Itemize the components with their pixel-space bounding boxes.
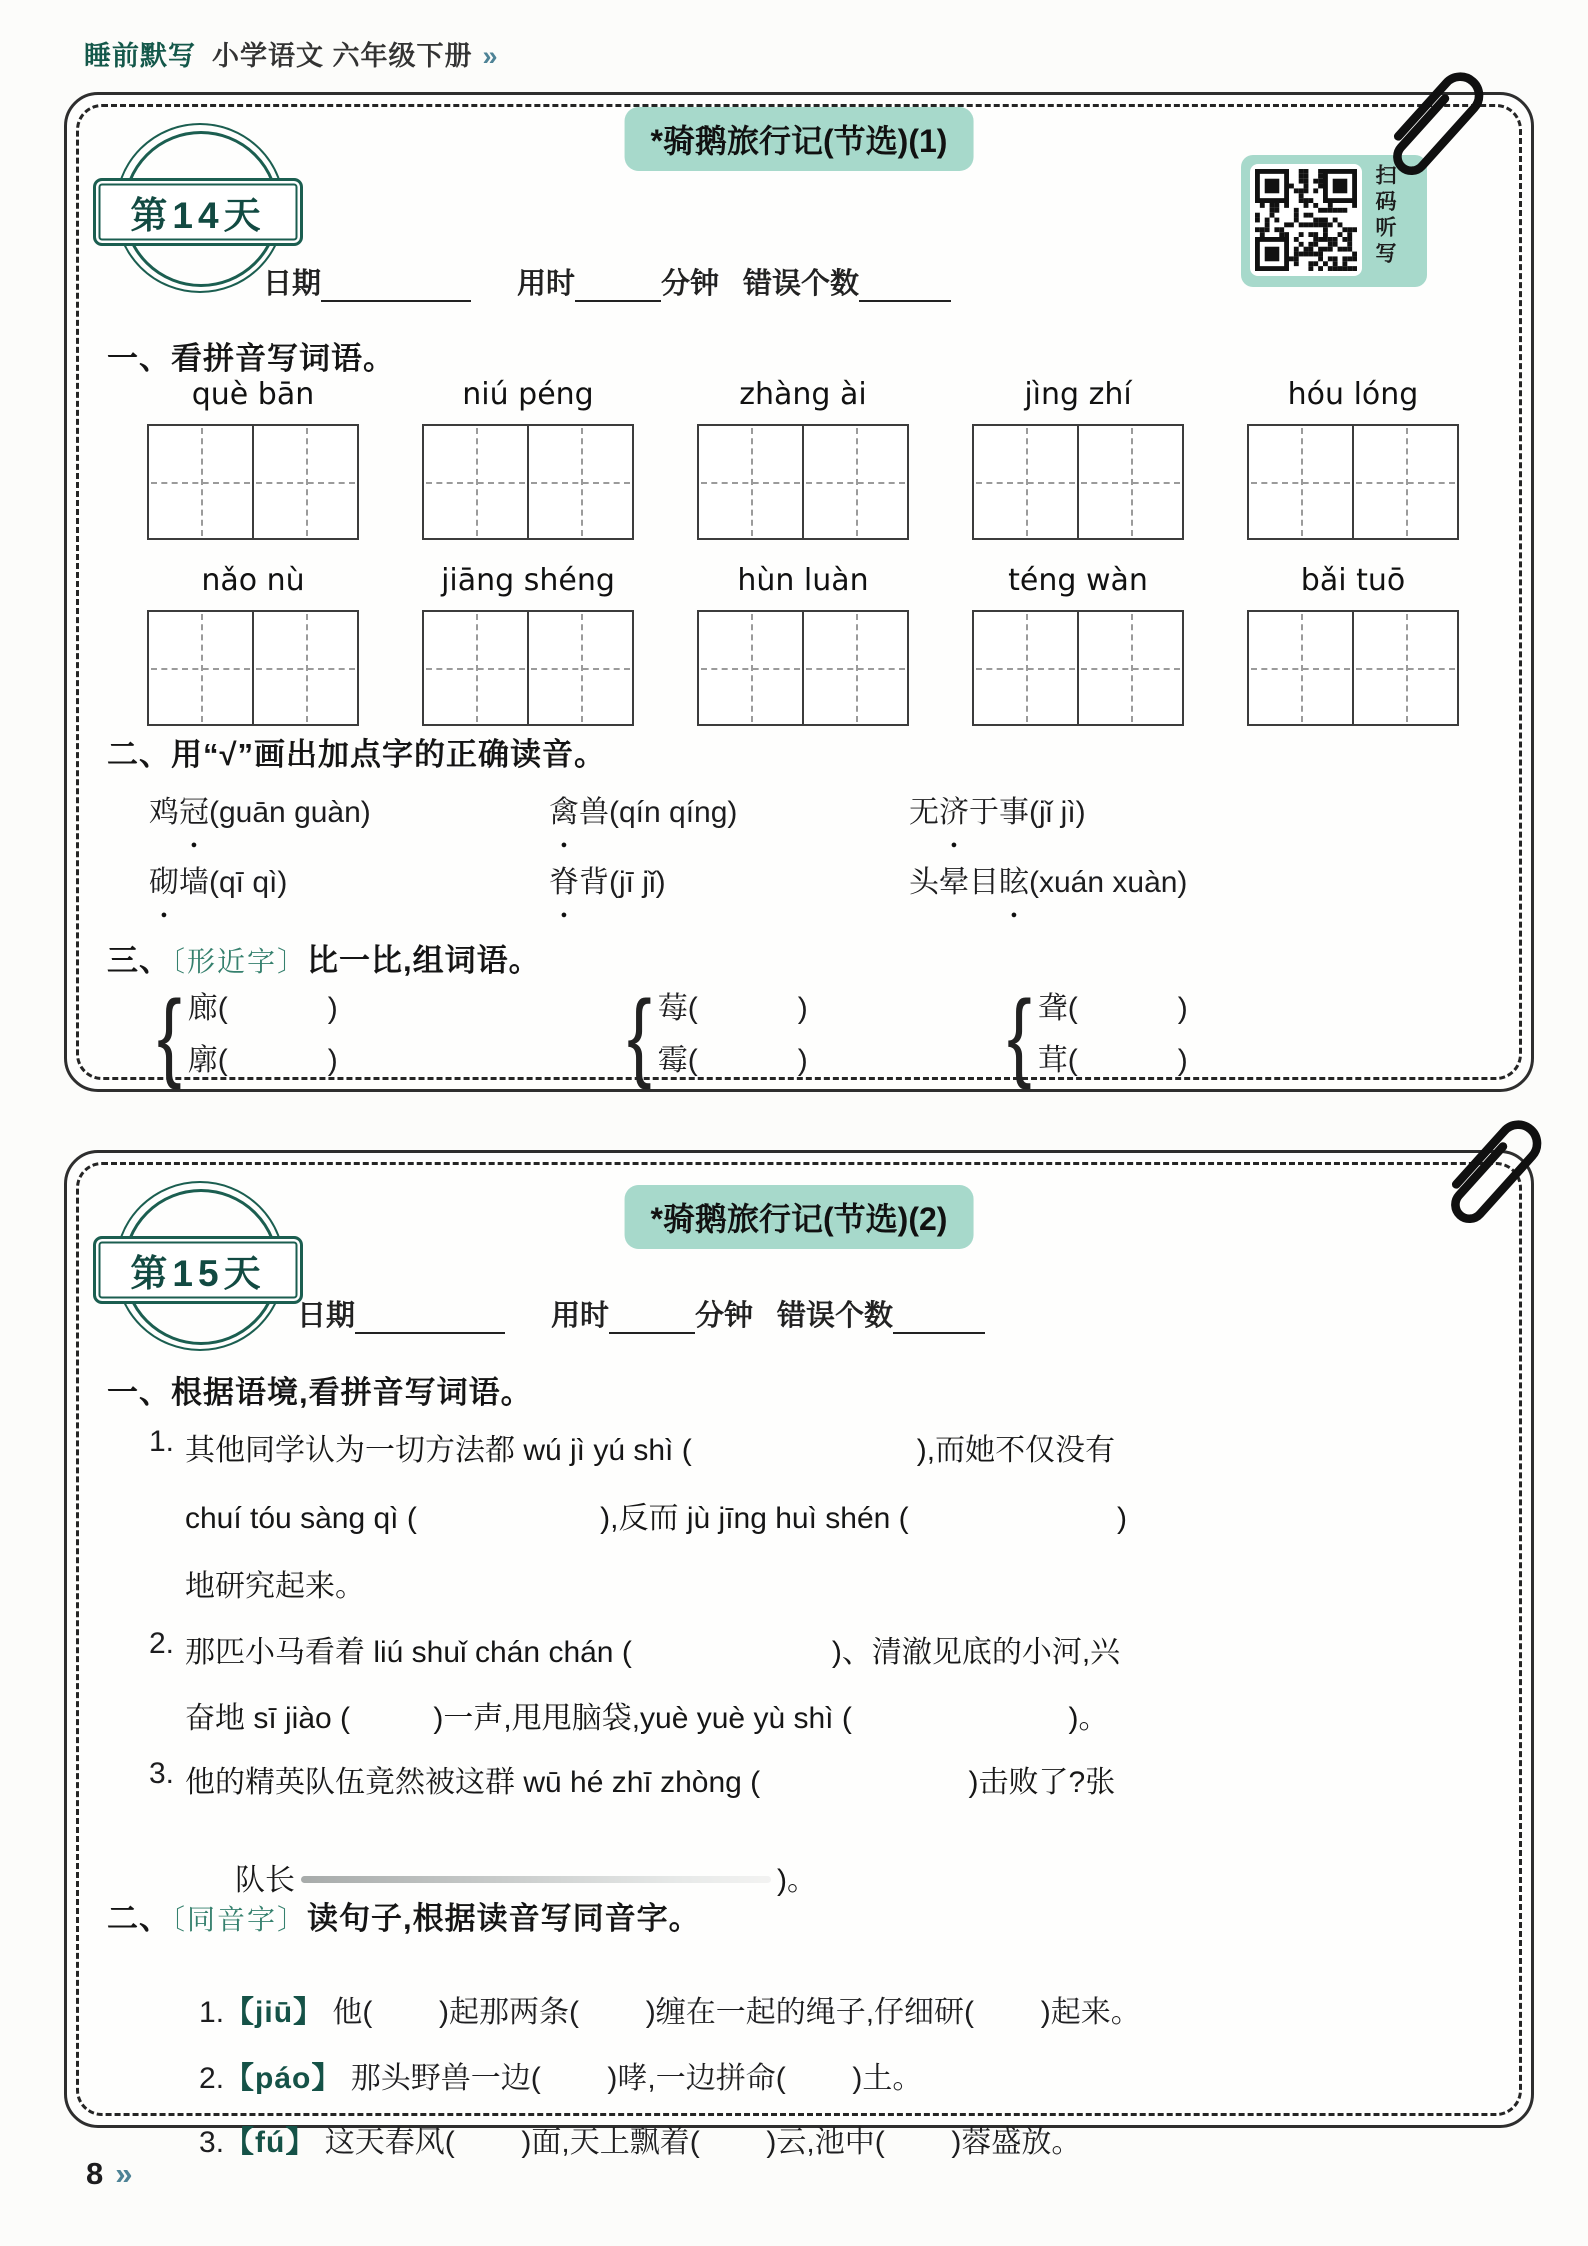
minutes-label: 分钟 bbox=[661, 268, 720, 300]
writing-grid bbox=[147, 610, 359, 726]
word-group bbox=[697, 563, 909, 726]
pinyin-label: niú péng bbox=[462, 377, 594, 412]
item-number: 3. bbox=[149, 1757, 175, 1790]
dotted-char: 砌 ● bbox=[149, 857, 179, 901]
section1-heading: 一、看拼音写词语。 bbox=[107, 341, 395, 376]
word-group bbox=[697, 377, 909, 540]
meta-row bbox=[263, 261, 951, 302]
sentence-line: 队长 )。 bbox=[235, 1864, 818, 1897]
writing-grid bbox=[422, 610, 634, 726]
lesson-title: *骑鹅旅行记(节选)(2) bbox=[625, 1185, 974, 1249]
day14-panel bbox=[64, 92, 1534, 1092]
compare-pairs-row bbox=[153, 980, 1471, 1090]
pinyin-bracket-label: 【jiū】 bbox=[224, 1996, 325, 2029]
pinyin-label: hùn luàn bbox=[737, 563, 869, 598]
item-number: 2. bbox=[199, 2062, 225, 2095]
item-number: 2. bbox=[149, 1627, 175, 1660]
writing-grid bbox=[697, 610, 909, 726]
date-label: 日期 bbox=[263, 268, 322, 300]
dotted-char: 脊 ● bbox=[549, 857, 579, 901]
sentence-text: 那头野兽一边( )哮,一边拼命( )土。 bbox=[342, 2062, 923, 2095]
word-group bbox=[1247, 563, 1459, 726]
date-blank bbox=[355, 1299, 505, 1334]
footer-chevrons-icon: » bbox=[115, 2156, 133, 2191]
sentence-line: chuí tóu sàng qì ( ),反而 jù jīng huì shén ( ) bbox=[185, 1502, 1128, 1535]
writing-grid bbox=[1247, 424, 1459, 540]
item-number: 1. bbox=[199, 1996, 225, 2029]
dotted-char: 冠 ● bbox=[179, 787, 209, 831]
writing-grid bbox=[972, 610, 1184, 726]
meta-row bbox=[297, 1293, 985, 1334]
sentence-line: 其他同学认为一切方法都 wú jì yú shì ( ),而她不仅没有 bbox=[185, 1434, 1116, 1467]
header-chevrons-icon: » bbox=[482, 41, 499, 71]
pinyin-bracket-label: 【fú】 bbox=[224, 2126, 317, 2159]
pinyin-label: bǎi tuō bbox=[1300, 563, 1406, 598]
day-badge-label: 第15天 bbox=[93, 1236, 303, 1304]
date-label: 日期 bbox=[297, 1300, 356, 1332]
pinyin-label: zhàng ài bbox=[739, 377, 867, 412]
reading-item: 头晕目眩 ●(xuán xuàn) bbox=[909, 857, 1187, 901]
time-blank bbox=[609, 1299, 695, 1334]
reading-choice-row1 bbox=[149, 787, 1471, 831]
pinyin-label: jiāng shéng bbox=[441, 563, 615, 598]
pinyin-label: nǎo nù bbox=[201, 563, 305, 598]
sentence-line: 奋地 sī jiào ( )一声,甩甩脑袋,yuè yuè yù shì ( )。 bbox=[185, 1702, 1109, 1735]
page-footer bbox=[86, 2156, 133, 2192]
paperclip-icon bbox=[1397, 1083, 1581, 1269]
writing-grid bbox=[422, 424, 634, 540]
qr-caption: 扫码听写 bbox=[1373, 164, 1396, 268]
day15-panel bbox=[64, 1150, 1534, 2159]
book-subtitle: 小学语文 六年级下册 bbox=[212, 41, 473, 71]
dotted-char: 禽 ● bbox=[549, 787, 579, 831]
word-group bbox=[147, 377, 359, 540]
book-series-title: 睡前默写 bbox=[84, 41, 196, 71]
word-group bbox=[422, 377, 634, 540]
reading-choice-row2 bbox=[149, 857, 1471, 901]
lesson-title: *骑鹅旅行记(节选)(1) bbox=[625, 107, 974, 171]
sentence-text: 这天春风( )面,天上飘着( )云,池中( )蓉盛放。 bbox=[316, 2126, 1082, 2159]
time-label: 用时 bbox=[517, 268, 576, 300]
compare-pair: { 聋( ) 茸( ) bbox=[1007, 980, 1188, 1090]
page-number: 8 bbox=[86, 2156, 104, 2191]
section3-tag: 〔形近字〕 bbox=[171, 946, 308, 977]
qr-code bbox=[1250, 164, 1362, 276]
reading-item: 无济 ●于事(jǐ jì) bbox=[909, 787, 1086, 831]
errors-blank bbox=[893, 1299, 985, 1334]
homophone-item bbox=[149, 2083, 1081, 2195]
compare-pair: { 莓( ) 霉( ) bbox=[627, 980, 808, 1090]
time-blank bbox=[575, 267, 661, 302]
sentence-line: 他的精英队伍竟然被这群 wū hé zhī zhòng ( )击败了?张 bbox=[185, 1766, 1116, 1799]
brace-icon: { bbox=[1007, 980, 1032, 1090]
section3-heading: 三、〔形近字〕比一比,组词语。 bbox=[107, 943, 541, 978]
pinyin-label: téng wàn bbox=[1008, 563, 1148, 598]
writing-grid bbox=[1247, 610, 1459, 726]
brace-icon: { bbox=[157, 980, 182, 1090]
sentence-text: 他( )起那两条( )缠在一起的绳子,仔细研( )起来。 bbox=[324, 1996, 1141, 2029]
reading-item: 禽 ●兽(qín qíng) bbox=[549, 787, 909, 831]
time-label: 用时 bbox=[551, 1300, 610, 1332]
minutes-label: 分钟 bbox=[695, 1300, 754, 1332]
errors-blank bbox=[859, 267, 951, 302]
day-badge bbox=[93, 121, 303, 326]
section2-heading: 二、〔同音字〕读句子,根据读音写同音字。 bbox=[107, 1901, 701, 1936]
pinyin-words-row2 bbox=[147, 563, 1459, 726]
section1-heading: 一、根据语境,看拼音写词语。 bbox=[107, 1375, 533, 1410]
word-group bbox=[422, 563, 634, 726]
compare-pair: { 廊( ) 廓( ) bbox=[157, 980, 338, 1090]
dotted-char: 济 ● bbox=[939, 787, 969, 831]
section2-heading: 二、用“√”画出加点字的正确读音。 bbox=[107, 737, 607, 772]
erased-answer-smudge bbox=[301, 1876, 771, 1883]
errors-label: 错误个数 bbox=[777, 1300, 894, 1332]
brace-icon: { bbox=[627, 980, 652, 1090]
word-group bbox=[972, 377, 1184, 540]
date-blank bbox=[321, 267, 471, 302]
word-group bbox=[972, 563, 1184, 726]
writing-grid bbox=[147, 424, 359, 540]
writing-grid bbox=[972, 424, 1184, 540]
sentence-line: 那匹小马看着 liú shuǐ chán chán ( )、清澈见底的小河,兴 bbox=[185, 1636, 1121, 1669]
sentence-line: 地研究起来。 bbox=[185, 1570, 365, 1603]
item-number: 3. bbox=[199, 2126, 225, 2159]
section2-tag: 〔同音字〕 bbox=[171, 1904, 308, 1935]
pinyin-bracket-label: 【páo】 bbox=[224, 2062, 343, 2095]
item-number: 1. bbox=[149, 1425, 175, 1458]
dotted-char: 眩 ● bbox=[999, 857, 1029, 901]
day-badge bbox=[93, 1179, 303, 1384]
reading-item: 脊 ●背(jī jǐ) bbox=[549, 857, 909, 901]
pinyin-words-row1 bbox=[147, 377, 1459, 540]
reading-item: 砌 ●墙(qī qì) bbox=[149, 857, 549, 901]
errors-label: 错误个数 bbox=[743, 268, 860, 300]
book-header bbox=[84, 34, 499, 73]
word-group bbox=[147, 563, 359, 726]
word-group bbox=[1247, 377, 1459, 540]
pinyin-label: hóu lóng bbox=[1287, 377, 1419, 412]
reading-item: 鸡冠 ●(guān guàn) bbox=[149, 787, 549, 831]
pinyin-label: què bān bbox=[191, 377, 315, 412]
pinyin-label: jìng zhí bbox=[1024, 377, 1132, 412]
day-badge-label: 第14天 bbox=[93, 178, 303, 246]
writing-grid bbox=[697, 424, 909, 540]
